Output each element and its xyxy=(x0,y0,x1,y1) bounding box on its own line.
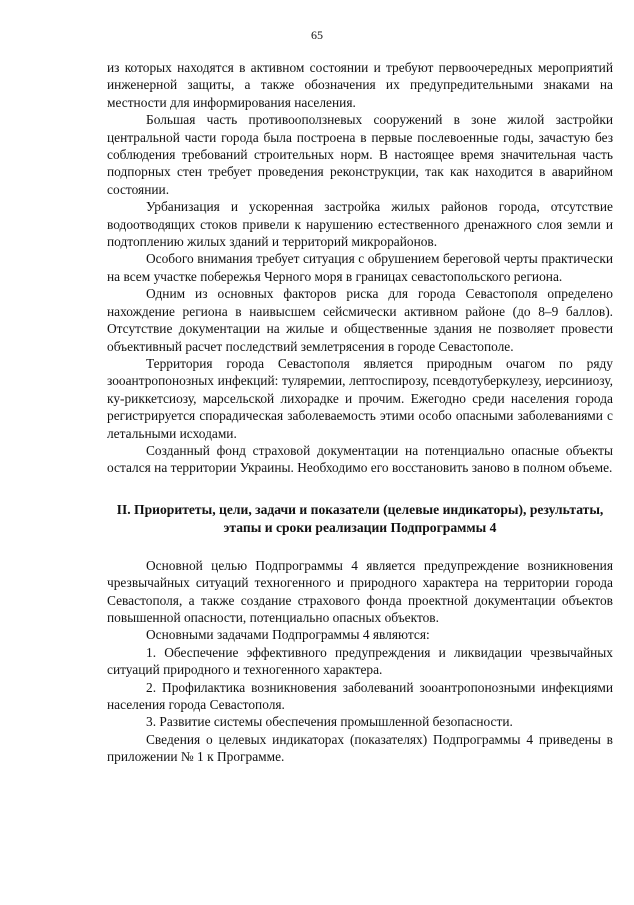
section-heading: II. Приоритеты, цели, задачи и показатели (целевые индикаторы), результаты, этапы и сроки реализации Подпрограммы 4 xyxy=(116,501,604,535)
list-item: 1. Обеспечение эффективного предупреждения и ликвидации чрезвычайных ситуаций природного и техногенного характера. xyxy=(107,644,613,678)
paragraph: Созданный фонд страховой документации на потенциально опасные объекты остался на территории Украины. Необходимо его восстановить заново в полном объеме. xyxy=(107,442,613,476)
paragraph: из которых находятся в активном состоянии и требуют первоочередных мероприятий инженерной защиты, а также обозначения их предупредительными знаками на местности для информирования населения. xyxy=(107,60,613,110)
paragraph: Сведения о целевых индикаторах (показателях) Подпрограммы 4 приведены в приложении № 1 к Программе. xyxy=(107,731,613,765)
paragraph: Территория города Севастополя является природным очагом по ряду зооантропонозных инфекций: туляремии, лептоспирозу, псевдотуберкулезу, иерсиниозу, ку-риккетсиозу, марсельской лихорадке и прочим. Ежегодно среди населения города регистрируется спорадическая заболеваемость этими особо опасными заболеваниями с летальными исходами. xyxy=(107,355,613,441)
paragraph: Одним из основных факторов риска для города Севастополя определено нахождение региона в наивысшем сейсмически активном районе (до 8–9 баллов). Отсутствие документации на жилые и общественные здания не позволяет провести объективный расчет последствий землетрясения в городе Севастополе. xyxy=(107,286,613,354)
paragraph: Основной целью Подпрограммы 4 является предупреждение возникновения чрезвычайных ситуаций техногенного и природного характера на территории города Севастополя, а также создание страхового фонда проектной документации объектов повышенной опасности, потенциально опасных объектов. xyxy=(107,557,613,625)
paragraph: Основными задачами Подпрограммы 4 являются: xyxy=(146,627,430,643)
paragraph: Особого внимания требует ситуация с обрушением береговой черты практически на всем участке побережья Черного моря в границах севастопольского региона. xyxy=(107,251,613,284)
paragraph: Большая часть противооползневых сооружений в зоне жилой застройки центральной части города была построена в первые послевоенные годы, зачастую без соблюдения требований строительных норм. В настоящее время значительная часть подпорных стен требует проведения реконструкции, так как находится в аварийном состоянии. xyxy=(107,112,613,197)
list-item: 2. Профилактика возникновения заболеваний зооантропонозными инфекциями населения города Севастополя. xyxy=(107,679,613,712)
document-body xyxy=(107,59,613,766)
paragraph: Урбанизация и ускоренная застройка жилых районов города, отсутствие водоотводящих стоков привели к нарушению естественного дренажного слоя земли и подтоплению жилых зданий и территорий микрорайонов. xyxy=(107,199,613,250)
list-item: 3. Развитие системы обеспечения промышленной безопасности. xyxy=(146,714,513,730)
page-number: 65 xyxy=(311,28,323,42)
